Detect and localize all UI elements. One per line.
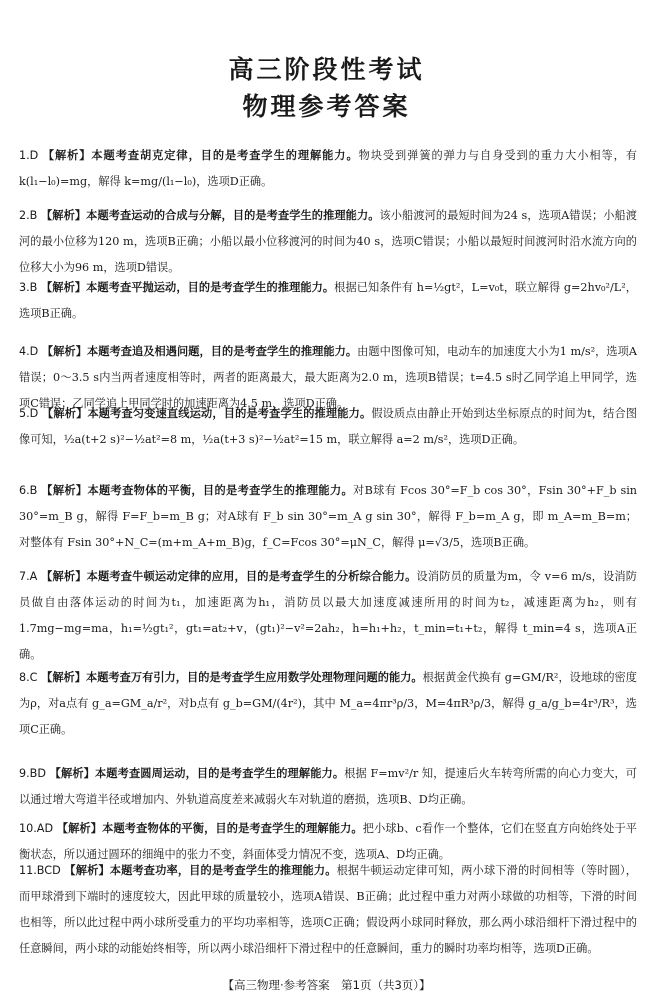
answer-lead: 本题考查功率，目的是考查学生的推理能力。 — [109, 864, 337, 877]
analysis-tag: 【解析】 — [41, 281, 87, 294]
answer-body: 物块受到弹簧的弹力与自身受到的重力大小相等，有 k(l₁−l₀)=mg，解得 k=mg/(l₁−l₀)，选项D正确。 — [19, 149, 637, 188]
answer-body: 根据黄金代换有 g=GM/R²，设地球的密度为ρ，对a点有 g_a=GM_a/r²，对b点有 g_b=GM/(4r²)，其中 M_a=4πr³ρ/3，M=4πR³ρ/3，解得 g_a/g_b=4r³/R³，选项C正确。 — [19, 671, 637, 736]
answer-number: 10.AD — [19, 822, 54, 835]
analysis-tag: 【解析】 — [42, 407, 88, 420]
answer-body: 由题中图像可知，电动车的加速度大小为1 m/s²，选项A错误；0～3.5 s内当两者速度相等时，两者的距离最大，最大距离为2.0 m，选项B错误；t=4.5 s时乙同学追上甲同学，选项C错误；乙同学追上甲同学时的加速距离为4.5 m，选项D正确。 — [19, 345, 637, 410]
analysis-tag: 【解析】 — [41, 570, 87, 583]
page-subtitle: 物理参考答案 — [242, 92, 411, 121]
answer-number: 3.B — [19, 281, 38, 294]
analysis-tag: 【解析】 — [56, 822, 103, 835]
answer-number: 2.B — [19, 209, 38, 222]
answer-lead: 本题考查胡克定律，目的是考查学生的理解能力。 — [91, 149, 359, 162]
analysis-tag: 【解析】 — [42, 149, 92, 162]
answer-body: 假设质点由静止开始到达坐标原点的时间为t，结合图像可知，½a(t+2 s)²−½at²=8 m，½a(t+3 s)²−½at²=15 m，联立解得 a=2 m/s²，选项D正确。 — [19, 407, 637, 446]
analysis-tag: 【解析】 — [49, 767, 95, 780]
answer-body: 对B球有 Fcos 30°=F_b cos 30°，Fsin 30°+F_b sin 30°=m_B g，解得 F=F_b=m_B g；对A球有 F_b sin 30°=m_A g sin 30°，解得 F_b=m_A g，即 m_A=m_B=m；对整体有 Fsin 30°+N_C=(m+m_A+m_B)g，f_C=Fcos 30°=μN_C，解得 μ=√3/5，选项B正确。 — [19, 484, 637, 549]
answer-item-3 — [19, 275, 637, 327]
answer-lead: 本题考查运动的合成与分解，目的是考查学生的推理能力。 — [86, 209, 380, 222]
answer-item-2 — [19, 203, 637, 281]
answer-number: 1.D — [19, 149, 39, 162]
page-title: 高三阶段性考试 — [228, 55, 425, 84]
answer-number: 4.D — [19, 345, 39, 358]
answer-body: 根据 F=mv²/r 知，提速后火车转弯所需的向心力变大，可以通过增大弯道半径或增加内、外轨道高度差来减弱火车对轨道的磨损，选项B、D均正确。 — [19, 767, 637, 806]
answer-lead: 本题考查追及相遇问题，目的是考查学生的推理能力。 — [86, 345, 358, 358]
answer-number: 5.D — [19, 407, 39, 420]
answer-body: 该小船渡河的最短时间为24 s，选项A错误；小船渡河的最小位移为120 m，选项B正确；小船以最小位移渡河的时间为40 s，选项C错误；小船以最短时间渡河时沿水流方向的位移大小为96 m，选项D错误。 — [19, 209, 637, 274]
analysis-tag: 【解析】 — [41, 209, 87, 222]
answer-number: 7.A — [19, 570, 38, 583]
answer-item-9 — [19, 761, 637, 813]
answer-number: 8.C — [19, 671, 38, 684]
analysis-tag: 【解析】 — [64, 864, 110, 877]
answer-lead: 本题考查匀变速直线运动，目的是考查学生的推理能力。 — [87, 407, 372, 420]
answer-number: 6.B — [19, 484, 38, 497]
answer-lead: 本题考查万有引力，目的是考查学生应用数学处理物理问题的能力。 — [85, 671, 423, 684]
answer-lead: 本题考查圆周运动，目的是考查学生的理解能力。 — [94, 767, 345, 780]
answer-lead: 本题考查物体的平衡，目的是考查学生的理解能力。 — [102, 822, 363, 835]
analysis-tag: 【解析】 — [41, 671, 86, 684]
answer-number: 11.BCD — [19, 864, 61, 877]
page-footer: 【高三物理·参考答案 第1页（共3页）】 — [222, 978, 431, 992]
answer-item-7 — [19, 564, 637, 668]
answer-body: 设消防员的质量为m，令 v=6 m/s，设消防员做自由落体运动的时间为t₁，加速距离为h₁，消防员以最大加速度减速所用的时间为t₂，减速距离为h₂，则有 1.7mg−mg=ma，h₁=½gt₁²，gt₁=at₂+v，(gt₁)²−v²=2ah₂，h=h₁+h₂，t_min=t₁+t₂，解得 t_min=4 s，选项A正确。 — [19, 570, 637, 661]
answer-lead: 本题考查牛顿运动定律的应用，目的是考查学生的分析综合能力。 — [86, 570, 417, 583]
answer-body: 根据已知条件有 h=½gt²，L=v₀t，联立解得 g=2hv₀²/L²，选项B正确。 — [19, 281, 637, 320]
answer-body: 根据牛顿运动定律可知，两小球下滑的时间相等（等时圆），而甲球滑到下端时的速度较大，因此甲球的质量较小，选项A错误、B正确；此过程中重力对两小球做的功相等，下滑的时间也相等，所以此过程中两小球所受重力的平均功率相等，选项C正确；假设两小球同时释放，那么两小球沿细杆下滑过程中的任意瞬间，两小球的动能始终相等，所以两小球沿细杆下滑过程中的任意瞬间，重力的瞬时功率均相等，选项D正确。 — [19, 864, 637, 955]
answer-body: 把小球b、c看作一个整体，它们在竖直方向始终处于平衡状态，所以通过圆环的细绳中的张力不变，斜面体受力情况不变，选项A、D均正确。 — [19, 822, 637, 861]
answer-item-8 — [19, 665, 637, 743]
analysis-tag: 【解析】 — [41, 484, 88, 497]
answer-lead: 本题考查物体的平衡，目的是考查学生的推理能力。 — [87, 484, 354, 497]
analysis-tag: 【解析】 — [41, 345, 87, 358]
answer-item-5 — [19, 401, 637, 453]
answer-item-11 — [19, 858, 637, 962]
answer-item-1 — [19, 143, 637, 195]
answer-lead: 本题考查平抛运动，目的是考查学生的推理能力。 — [86, 281, 335, 294]
answer-number: 9.BD — [19, 767, 46, 780]
answer-item-6 — [19, 478, 637, 556]
